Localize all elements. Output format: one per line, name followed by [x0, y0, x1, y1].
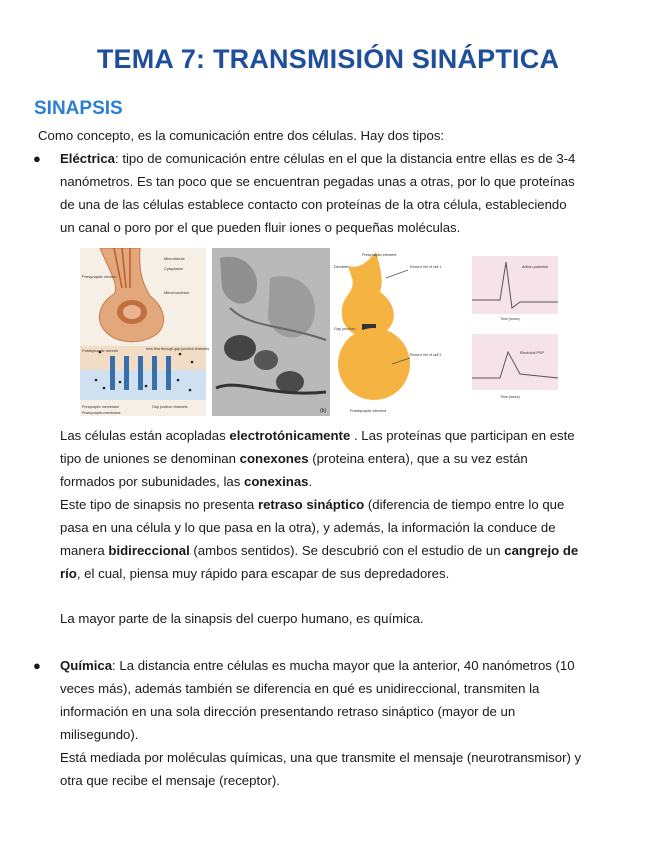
label-gap-junction: Gap junction — [334, 327, 356, 331]
label-presynaptic-element: Presynaptic element — [362, 253, 397, 257]
term-conexinas: conexinas — [244, 474, 309, 489]
label-time-msec-2: Time (msec) — [500, 395, 520, 399]
p2-line-7 — [60, 562, 626, 585]
label-mitochondrion: Mitochondrion — [164, 290, 190, 295]
electrica-paragraph — [60, 147, 620, 239]
label-gap-junction-channels: Gap junction channels — [152, 405, 188, 409]
term-retraso-sinaptico: retraso sináptico — [257, 497, 365, 512]
p2-l6a: manera — [60, 543, 109, 558]
p2-line-6 — [60, 539, 626, 562]
term-rio: río — [60, 566, 77, 581]
p2-line-5: pasa en una célula y lo que pasa en la otra), y además, la información la conduce de — [60, 520, 556, 535]
p2-l4c: (diferencia de tiempo entre lo que — [364, 497, 565, 512]
label-time-msec-1: Time (msec) — [500, 317, 520, 321]
term-bidireccional: bidireccional — [108, 543, 190, 558]
label-action-potential: Action potential — [522, 265, 548, 269]
p2-l2a: tipo de uniones se denominan — [60, 451, 240, 466]
voltage-traces — [472, 256, 558, 399]
p2-l4a: Este tipo de sinapsis no presenta — [60, 497, 258, 512]
electron-micrograph — [212, 248, 330, 416]
quimica-term: Química — [60, 658, 113, 673]
section-heading: SINAPSIS — [34, 98, 123, 119]
majority-paragraph: La mayor parte de la sinapsis del cuerpo humano, es química. — [60, 611, 424, 626]
p2-l6c: (ambos sentidos). Se descubrió con el estudio de un — [189, 543, 505, 558]
quimica-line-5: Está mediada por moléculas químicas, una que transmite el mensaje (neurotransmisor) y — [60, 750, 582, 765]
coupling-paragraph — [60, 424, 626, 585]
label-ions-through: Ions flow through gap junction channels — [146, 347, 210, 351]
p2-l3a: formados por subunidades, las — [60, 474, 245, 489]
p2-l3c: . — [308, 474, 313, 489]
quimica-line-1-text: : La distancia entre células es mucha mayor que la anterior, 40 nanómetros (10 — [112, 658, 575, 673]
p2-l1a: Las células están acopladas — [60, 428, 230, 443]
p2-line-2 — [60, 447, 626, 470]
label-postsynaptic-neuron: Postsynaptic neuron — [82, 348, 119, 353]
electrica-line-4: un canal o poro por el que pueden fluir iones o pequeñas moléculas. — [60, 220, 461, 235]
label-presynaptic-membrane: Presynaptic membrane — [82, 405, 119, 409]
p2-l7b: , el cual, piensa muy rápido para escapar de sus depredadores. — [76, 566, 450, 581]
label-postsynaptic-membrane: Postsynaptic membrane — [82, 411, 121, 415]
label-electrical-psp: Electrical PSP — [520, 351, 545, 355]
two-cell-schematic — [334, 252, 441, 413]
electrica-term: Eléctrica — [60, 151, 115, 166]
label-presynaptic-neuron: Presynaptic neuron — [82, 274, 117, 279]
p2-line-3 — [60, 470, 626, 493]
electrica-line-3: de una de las células establece contacto con proteínas de la otra célula, estableciendo — [60, 197, 567, 212]
quimica-line-6: otra que recibe el mensaje (receptor). — [60, 773, 280, 788]
bullet-electrica: ● — [33, 151, 41, 166]
label-panel-b: (b) — [320, 408, 327, 414]
term-electrotonicamente: electrotónicamente — [229, 428, 351, 443]
p2-line-1 — [60, 424, 626, 447]
page-title: TEMA 7: TRANSMISIÓN SINÁPTICA — [96, 44, 560, 74]
label-dendrite: Dendrite — [334, 265, 349, 269]
term-cangrejo-de: cangrejo de — [504, 543, 579, 558]
quimica-line-3: información en una sola dirección presentando retraso sináptico (mayor de un — [60, 704, 516, 719]
electrical-synapse-figure — [80, 248, 568, 416]
label-postsynaptic-element: Postsynaptic element — [350, 409, 387, 413]
p2-line-4 — [60, 493, 626, 516]
label-cytoplasm: Cytoplasm — [164, 266, 183, 271]
intro-paragraph: Como concepto, es la comunicación entre dos células. Hay dos tipos: — [38, 128, 445, 143]
electrica-line-2: nanómetros. Es tan poco que se encuentran pegadas unas a otras, por lo que proteínas — [60, 174, 575, 189]
label-record-vm1: Record Vm of cell 1 — [410, 265, 442, 269]
electrica-line-1-text: : tipo de comunicación entre células en el que la distancia entre ellas es de 3-4 — [115, 151, 576, 166]
electrica-line-1 — [60, 147, 620, 170]
label-record-vm2: Record Vm of cell 2 — [410, 353, 442, 357]
p2-l1c: . Las proteínas que participan en este — [350, 428, 575, 443]
bullet-quimica: ● — [33, 658, 41, 673]
quimica-paragraph — [60, 654, 626, 792]
p2-l2c: (proteina entera), que a su vez están — [308, 451, 528, 466]
term-conexones: conexones — [239, 451, 309, 466]
gap-junction-diagram — [80, 248, 209, 416]
quimica-line-1 — [60, 654, 626, 677]
quimica-line-2: veces más), además también se diferencia en qué es unidireccional, transmiten la — [60, 681, 540, 696]
label-microtubule: Microtubule — [164, 256, 185, 261]
quimica-line-4: milisegundo). — [60, 727, 139, 742]
